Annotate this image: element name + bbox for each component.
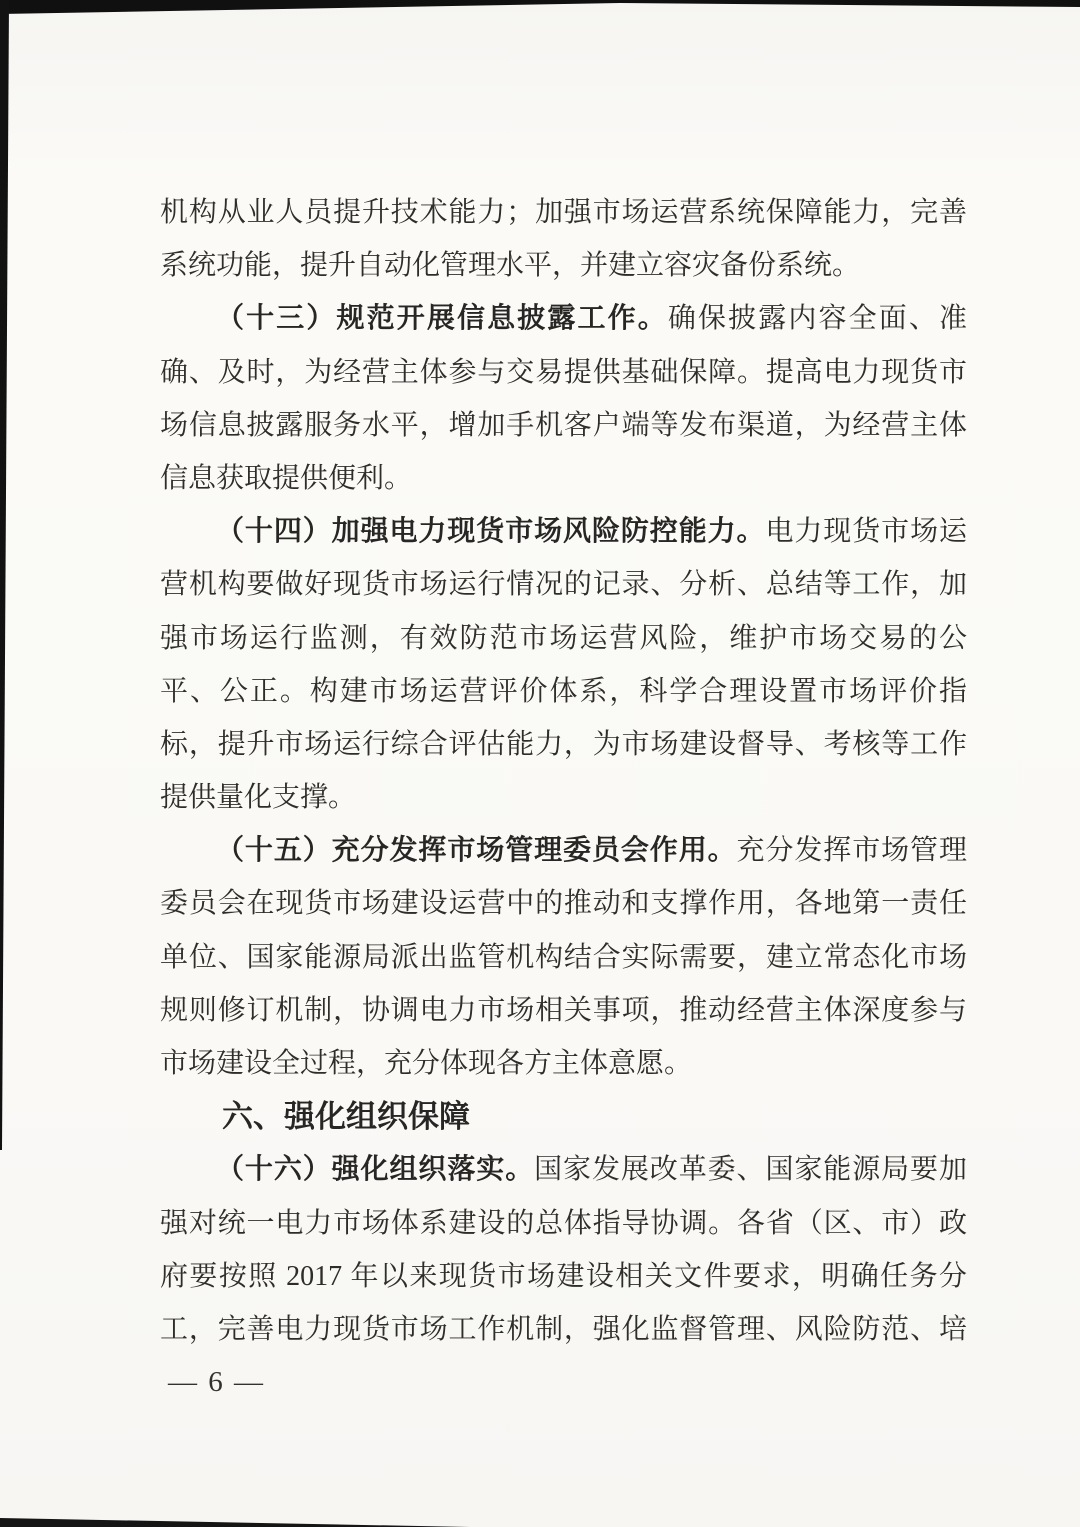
- text-segment: 国家发展改革委、国家能源局要加: [534, 1154, 967, 1186]
- text-segment: 规则修订机制，协调电力市场相关事项，推动经营主体深度参与: [160, 994, 967, 1026]
- text-segment: 提供量化支撑。: [160, 782, 357, 814]
- text-segment: 强市场运行监测，有效防范市场运营风险，维护市场交易的公: [160, 622, 967, 654]
- text-line: [160, 346, 967, 399]
- text-line: [160, 824, 967, 877]
- bold-text-segment: （十五）充分发挥市场管理委员会作用。: [216, 835, 737, 867]
- text-line: [160, 1197, 967, 1250]
- text-segment: 信息获取提供便利。: [160, 462, 413, 494]
- text-line: [160, 931, 967, 984]
- text-segment: 单位、国家能源局派出监管机构结合实际需要，建立常态化市场: [160, 941, 967, 973]
- text-line: [160, 877, 967, 930]
- text-line: [160, 558, 967, 611]
- text-segment: 充分发挥市场管理: [736, 835, 967, 867]
- text-segment: 系统功能，提升自动化管理水平，并建立容灾备份系统。: [160, 250, 861, 282]
- text-line: [160, 771, 967, 824]
- text-line: [160, 1037, 967, 1090]
- text-segment: 标，提升市场运行综合评估能力，为市场建设督导、考核等工作: [160, 728, 967, 760]
- text-segment: 电力现货市场运: [765, 516, 967, 548]
- text-segment: 营机构要做好现货市场运行情况的记录、分析、总结等工作，加: [160, 569, 967, 601]
- text-line: [160, 399, 967, 452]
- bold-text-segment: 六、强化组织保障: [222, 1099, 470, 1135]
- text-segment: 确、及时，为经营主体参与交易提供基础保障。提高电力现货市: [160, 356, 967, 388]
- text-line: [160, 984, 967, 1037]
- text-line: [160, 665, 967, 718]
- scan-edge-top: [0, 0, 1080, 16]
- text-segment: 强对统一电力市场体系建设的总体指导协调。各省（区、市）政: [160, 1207, 967, 1239]
- text-line: [160, 505, 967, 558]
- text-line: [160, 1303, 967, 1356]
- text-line: [160, 1143, 967, 1196]
- page-footer: [160, 1356, 967, 1409]
- text-line: [160, 1250, 967, 1303]
- text-segment: 确保披露内容全面、准: [667, 303, 967, 335]
- text-segment: 府要按照 2017 年以来现货市场建设相关文件要求，明确任务分: [160, 1260, 967, 1292]
- text-line: [160, 186, 967, 239]
- text-line: [160, 452, 967, 505]
- section-heading: [160, 1090, 967, 1143]
- scan-edge-left: [0, 0, 12, 1150]
- text-segment: 机构从业人员提升技术能力；加强市场运营系统保障能力，完善: [160, 197, 967, 228]
- text-segment: 委员会在现货市场建设运营中的推动和支撑作用，各地第一责任: [160, 888, 967, 920]
- text-line: [160, 239, 967, 292]
- bold-text-segment: （十六）强化组织落实。: [216, 1154, 535, 1186]
- text-line: [160, 292, 967, 345]
- text-line: [160, 612, 967, 665]
- text-segment: 工，完善电力现货市场工作机制，强化监督管理、风险防范、培: [160, 1313, 967, 1345]
- text-segment: 市场建设全过程，充分体现各方主体意愿。: [160, 1048, 693, 1079]
- page-number: — 6 —: [168, 1366, 265, 1398]
- bold-text-segment: （十四）加强电力现货市场风险防控能力。: [216, 516, 766, 548]
- bold-text-segment: （十三）规范开展信息披露工作。: [216, 303, 668, 335]
- document-body: [160, 186, 967, 1356]
- scan-edge-bottom-left: [0, 1518, 470, 1527]
- text-line: [160, 718, 967, 771]
- text-segment: 场信息披露服务水平，增加手机客户端等发布渠道，为经营主体: [160, 409, 967, 441]
- text-segment: 平、公正。构建市场运营评价体系，科学合理设置市场评价指: [160, 675, 967, 707]
